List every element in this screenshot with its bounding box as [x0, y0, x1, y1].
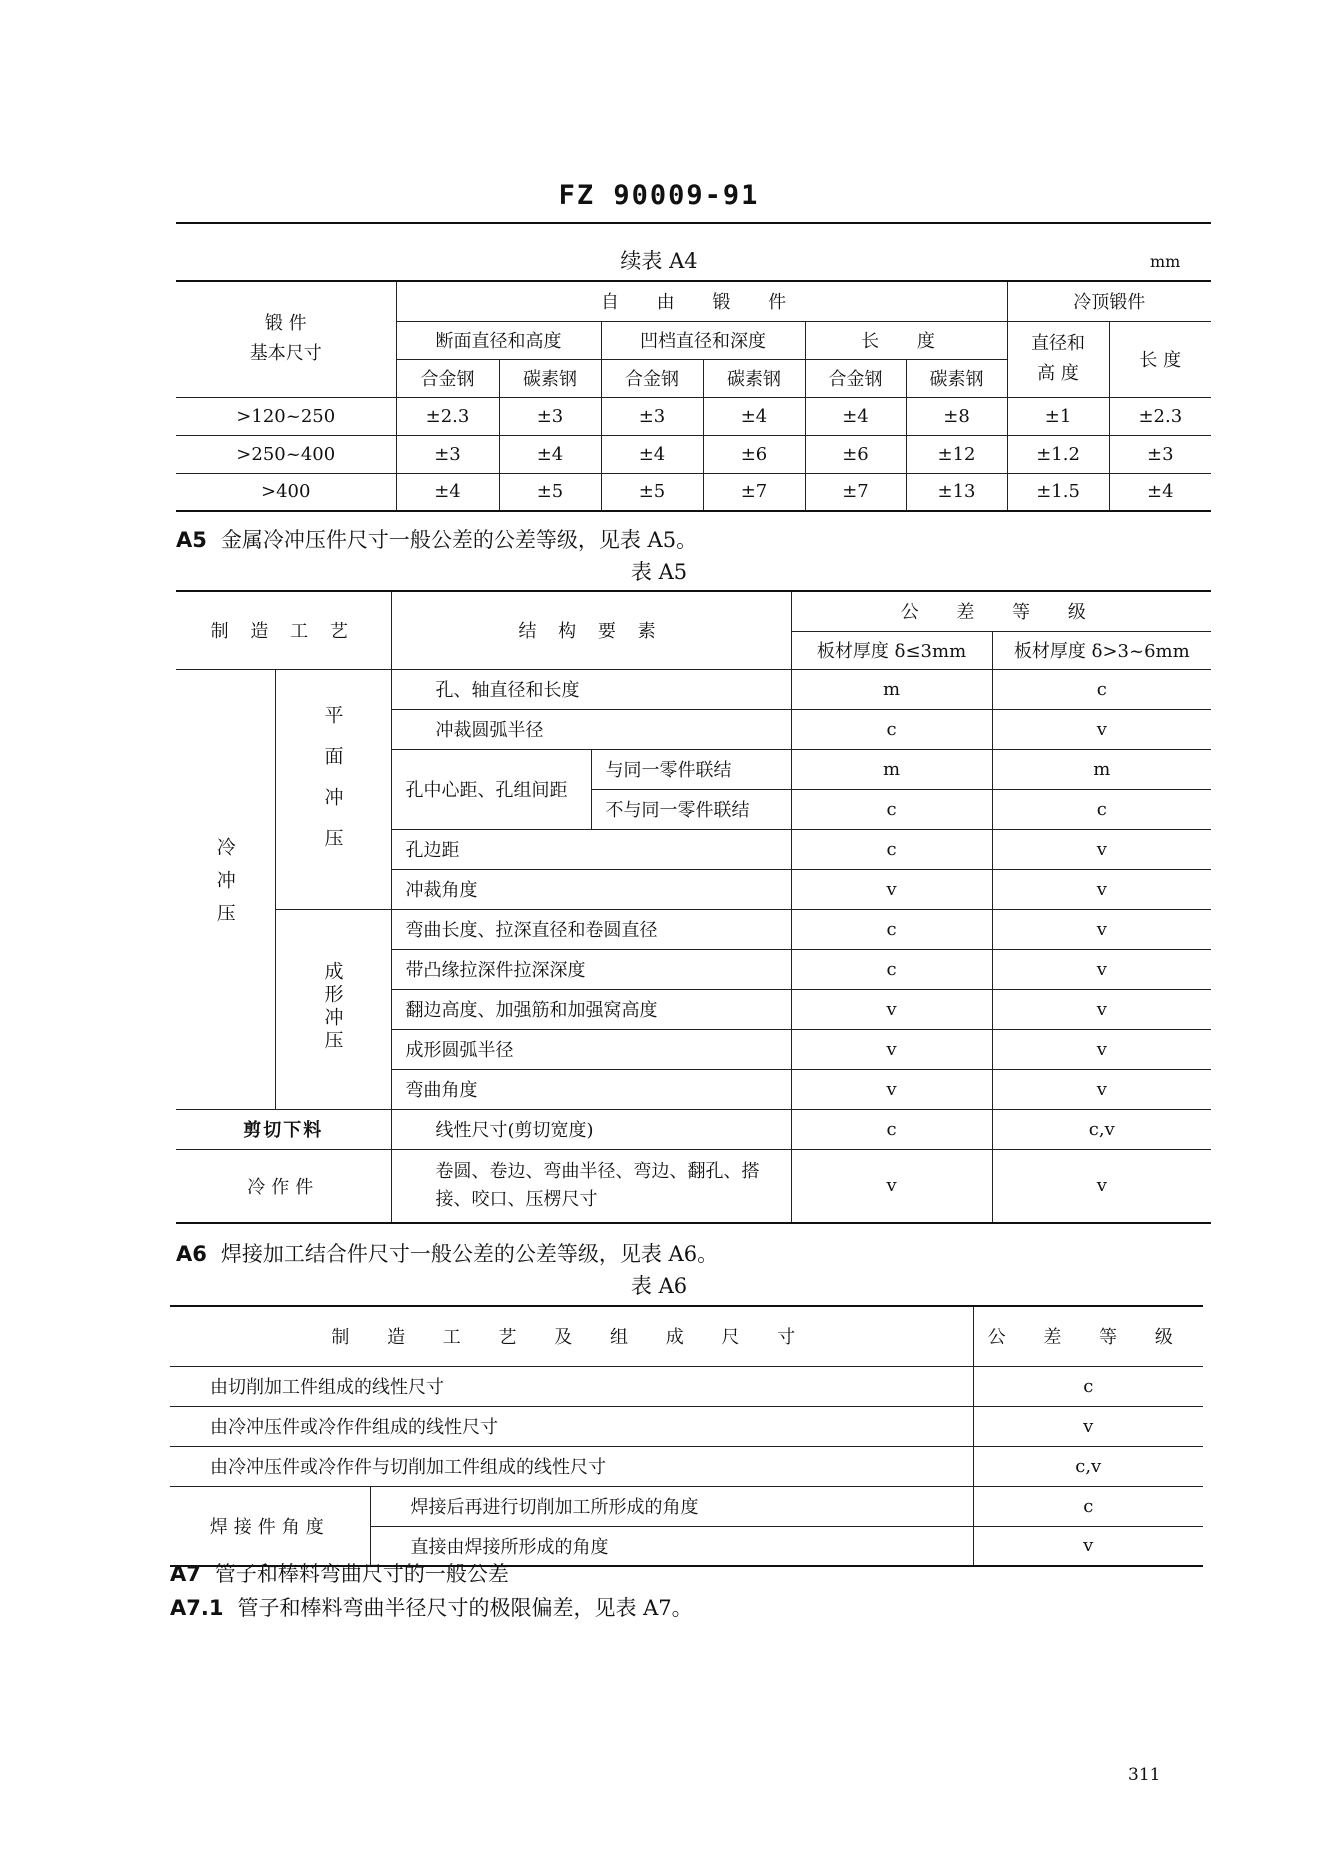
table-cell: ±7 [703, 473, 805, 511]
paragraph-a5 [176, 524, 697, 554]
element-cell: 孔、轴直径和长度 [391, 669, 791, 709]
table-cell: ±2.3 [1109, 397, 1211, 435]
document-code: FZ 90009-91 [558, 180, 760, 211]
table-cell: ±4 [805, 397, 906, 435]
row-label: 由切削加工件组成的线性尺寸 [170, 1366, 973, 1406]
table-cell: ±3 [499, 397, 601, 435]
table-cell: ±1.5 [1007, 473, 1109, 511]
table-cell: ±12 [906, 435, 1007, 473]
col-header-alloy-steel: 合金钢 [396, 359, 499, 397]
row-label: 由冷冲压件或冷作件组成的线性尺寸 [170, 1406, 973, 1446]
grade-cell: v [992, 869, 1211, 909]
col-header-section: 断面直径和高度 [396, 321, 601, 359]
table-row [176, 669, 1211, 709]
grade-cell: c [992, 789, 1211, 829]
table-a6-caption: 表 A6 [630, 1274, 688, 1298]
element-cell: 带凸缘拉深件拉深深度 [391, 949, 791, 989]
grade-cell: c [973, 1366, 1203, 1406]
grade-cell: c [973, 1486, 1203, 1526]
grade-cell: c [791, 949, 992, 989]
col-header-process-size: 制 造 工 艺 及 组 成 尺 寸 [170, 1306, 973, 1366]
grade-cell: m [791, 669, 992, 709]
element-cell: 弯曲角度 [391, 1069, 791, 1109]
grade-cell: v [973, 1406, 1203, 1446]
table-a4 [176, 280, 1211, 512]
col-header-cold-heading: 冷顶锻件 [1007, 281, 1211, 321]
row-label: 由冷冲压件或冷作件与切削加工件组成的线性尺寸 [170, 1446, 973, 1486]
col-header-thick: 板材厚度 δ>3~6mm [992, 631, 1211, 669]
table-row [176, 909, 1211, 949]
row-size: >400 [176, 473, 396, 511]
grade-cell: v [791, 1069, 992, 1109]
grade-cell: v [992, 1029, 1211, 1069]
table-row [176, 435, 1211, 473]
paragraph-a7-1 [170, 1592, 693, 1622]
grade-cell: m [791, 749, 992, 789]
grade-cell: v [791, 869, 992, 909]
table-cell: ±5 [499, 473, 601, 511]
grade-cell: c,v [973, 1446, 1203, 1486]
col-header-thin: 板材厚度 δ≤3mm [791, 631, 992, 669]
table-a6 [170, 1305, 1203, 1567]
clause-number: A7 [170, 1562, 201, 1586]
table-a5-caption: 表 A5 [630, 560, 688, 584]
table-cell: ±4 [703, 397, 805, 435]
grade-cell: v [992, 989, 1211, 1029]
col-header-elements: 结 构 要 素 [391, 591, 791, 669]
table-row [170, 1406, 1203, 1446]
col-header-diameter-height: 直径和 高 度 [1007, 321, 1109, 397]
page-number: 311 [1128, 1765, 1161, 1785]
clause-number: A6 [176, 1242, 207, 1266]
table-cell: ±4 [1109, 473, 1211, 511]
table-row [170, 1486, 1203, 1526]
col-header-base-size: 锻 件 基本尺寸 [176, 281, 396, 397]
col-header-carbon-steel: 碳素钢 [906, 359, 1007, 397]
group-shear: 剪切下料 [176, 1109, 391, 1149]
grade-cell: v [791, 989, 992, 1029]
col-header-grade: 公 差 等 级 [973, 1306, 1203, 1366]
element-cell: 线性尺寸(剪切宽度) [391, 1109, 791, 1149]
grade-cell: v [791, 1029, 992, 1069]
header-rule [176, 222, 1211, 224]
grade-cell: v [992, 909, 1211, 949]
element-cell: 与同一零件联结 [591, 749, 791, 789]
table-a4-caption: 续表 A4 [620, 249, 698, 273]
col-header-alloy-steel: 合金钢 [805, 359, 906, 397]
element-hole-center: 孔中心距、孔组间距 [391, 749, 591, 829]
clause-number: A7.1 [170, 1596, 224, 1620]
table-cell: ±1.2 [1007, 435, 1109, 473]
grade-cell: v [992, 829, 1211, 869]
col-header-free-forging: 自 由 锻 件 [396, 281, 1007, 321]
clause-text: 焊接加工结合件尺寸一般公差的公差等级，见表 A6。 [220, 1242, 719, 1266]
table-row [170, 1366, 1203, 1406]
grade-cell: c [791, 909, 992, 949]
weld-angle-label: 焊接件角度 [170, 1486, 370, 1566]
table-a5 [176, 590, 1211, 1224]
table-row [176, 1109, 1211, 1149]
paragraph-a7 [170, 1558, 509, 1588]
element-cell: 冲裁角度 [391, 869, 791, 909]
element-cell: 孔边距 [391, 829, 791, 869]
table-cell: ±3 [1109, 435, 1211, 473]
grade-cell: m [992, 749, 1211, 789]
table-cell: ±8 [906, 397, 1007, 435]
grade-cell: v [791, 1149, 992, 1223]
col-header-process: 制 造 工 艺 [176, 591, 391, 669]
group-form-stamping: 成形冲压 [321, 960, 344, 1053]
col-header-length-cold: 长 度 [1109, 321, 1211, 397]
table-a4-unit: mm [1150, 252, 1181, 271]
element-cell: 翻边高度、加强筋和加强窝高度 [391, 989, 791, 1029]
grade-cell: c,v [992, 1109, 1211, 1149]
clause-text: 金属冷冲压件尺寸一般公差的公差等级，见表 A5。 [220, 528, 698, 552]
grade-cell: c [791, 1109, 992, 1149]
clause-number: A5 [176, 528, 207, 552]
row-label: 直接由焊接所形成的角度 [370, 1526, 973, 1566]
row-size: >250~400 [176, 435, 396, 473]
table-cell: ±13 [906, 473, 1007, 511]
col-header-alloy-steel: 合金钢 [601, 359, 703, 397]
group-cold-stamping: 冷冲压 [213, 837, 236, 936]
table-cell: ±4 [601, 435, 703, 473]
table-cell: ±4 [396, 473, 499, 511]
row-label: 焊接后再进行切削加工所形成的角度 [370, 1486, 973, 1526]
row-size: >120~250 [176, 397, 396, 435]
col-header-groove: 凹档直径和深度 [601, 321, 805, 359]
element-cell: 成形圆弧半径 [391, 1029, 791, 1069]
table-cell: ±3 [396, 435, 499, 473]
table-row [176, 397, 1211, 435]
grade-cell: v [992, 1149, 1211, 1223]
grade-cell: v [992, 1069, 1211, 1109]
col-header-length: 长 度 [805, 321, 1007, 359]
element-cell: 冲裁圆弧半径 [391, 709, 791, 749]
col-header-carbon-steel: 碳素钢 [499, 359, 601, 397]
table-cell: ±2.3 [396, 397, 499, 435]
table-cell: ±4 [499, 435, 601, 473]
clause-text: 管子和棒料弯曲半径尺寸的极限偏差，见表 A7。 [237, 1596, 693, 1620]
table-cell: ±6 [703, 435, 805, 473]
col-header-carbon-steel: 碳素钢 [703, 359, 805, 397]
grade-cell: v [973, 1526, 1203, 1566]
grade-cell: c [791, 829, 992, 869]
element-cell: 卷圆、卷边、弯曲半径、弯边、翻孔、搭接、咬口、压楞尺寸 [391, 1149, 791, 1223]
table-row [170, 1446, 1203, 1486]
group-cold-work: 冷作件 [176, 1149, 391, 1223]
grade-cell: c [791, 709, 992, 749]
grade-cell: v [992, 949, 1211, 989]
table-cell: ±1 [1007, 397, 1109, 435]
group-flat-stamping: 平面冲压 [321, 704, 344, 869]
table-row [176, 1149, 1211, 1223]
table-cell: ±7 [805, 473, 906, 511]
element-cell: 弯曲长度、拉深直径和卷圆直径 [391, 909, 791, 949]
table-cell: ±5 [601, 473, 703, 511]
paragraph-a6 [176, 1238, 718, 1268]
element-cell: 不与同一零件联结 [591, 789, 791, 829]
clause-text: 管子和棒料弯曲尺寸的一般公差 [214, 1562, 509, 1586]
table-row [176, 473, 1211, 511]
table-cell: ±3 [601, 397, 703, 435]
grade-cell: v [992, 709, 1211, 749]
grade-cell: c [791, 789, 992, 829]
col-header-grade: 公 差 等 级 [791, 591, 1211, 631]
grade-cell: c [992, 669, 1211, 709]
table-cell: ±6 [805, 435, 906, 473]
